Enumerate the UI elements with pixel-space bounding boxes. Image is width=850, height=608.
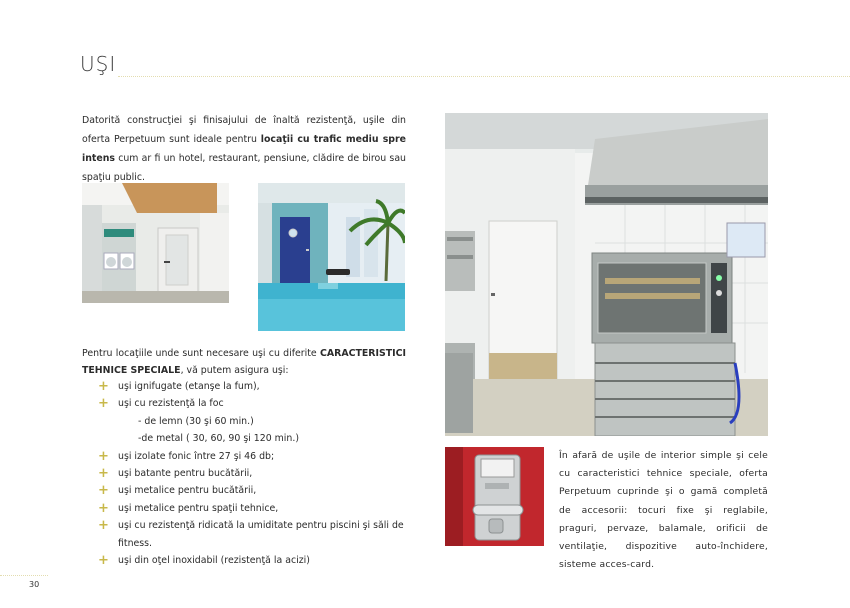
plus-bullet-icon: + (98, 483, 109, 499)
list-item (98, 517, 418, 552)
kitchen-photo (445, 113, 768, 436)
list-item (98, 448, 418, 465)
plus-bullet-icon: + (98, 448, 109, 464)
plus-bullet-icon: + (98, 518, 109, 534)
intro-text-bold: locaţii cu trafic mediu spre intens (82, 134, 406, 164)
list-item (98, 378, 418, 395)
list-item-text: -de metal ( 30, 60, 90 şi 120 min.) (138, 433, 299, 445)
plus-bullet-icon: + (98, 396, 109, 412)
list-item (98, 465, 418, 482)
special-text-end: , vă putem asigura uşi: (180, 365, 289, 376)
list-item (98, 482, 418, 499)
list-item (98, 500, 418, 517)
accessories-paragraph: În afară de uşile de interior simple şi cele cu caracteristici tehnice speciale, oferta Perpetuum cuprinde şi o gamă completă de accesorii: tocuri fixe şi reglabile, praguri, pervaze, balamale, orificii de ventilaţie, dispozitive auto-închidere, sisteme acces-card. (559, 450, 768, 571)
list-item (98, 395, 418, 412)
list-item-text: uşi cu rezistenţă ridicată la umiditate pentru piscini şi săli de fitness. (118, 520, 404, 549)
list-item-text: uşi din oţel inoxidabil (rezistenţă la acizi) (118, 555, 310, 567)
footer-divider (0, 575, 48, 576)
plus-bullet-icon: + (98, 379, 109, 394)
special-paragraph (82, 345, 406, 379)
special-text-start: Pentru locaţiile unde sunt necesare uşi cu diferite (82, 348, 320, 359)
list-subitem (98, 430, 418, 447)
page-number: 30 (29, 580, 40, 589)
list-item-text: uşi izolate fonic între 27 şi 46 db; (118, 450, 275, 462)
intro-text-start: Datorită construcţiei şi finisajului de înaltă rezistenţă, uşile din oferta Perpetuum sunt ideale pentru (82, 115, 406, 145)
door-types-list (98, 378, 418, 569)
door-handle-photo (445, 447, 544, 546)
page-title: UŞI (80, 52, 117, 76)
list-item (98, 552, 418, 569)
list-item-text: uşi cu rezistenţă la foc (118, 398, 224, 410)
title-divider (118, 76, 850, 77)
list-item-text: - de lemn (30 şi 60 min.) (138, 415, 254, 427)
list-item-text: uşi ignifugate (etanşe la fum), (118, 381, 260, 392)
list-item-text: uşi metalice pentru spaţii tehnice, (118, 502, 279, 514)
list-item-text: uşi batante pentru bucătării, (118, 468, 253, 480)
intro-paragraph (82, 111, 406, 187)
plus-bullet-icon: + (98, 466, 109, 482)
pool-door-photo (258, 183, 405, 331)
list-item-text: uşi metalice pentru bucătării, (118, 485, 257, 497)
laundry-door-photo (82, 183, 229, 303)
intro-text-end: cum ar fi un hotel, restaurant, pensiune, clădire de birou sau spaţiu public. (82, 153, 406, 183)
plus-bullet-icon: + (98, 553, 109, 569)
plus-bullet-icon: + (98, 500, 109, 516)
list-subitem (98, 413, 418, 430)
special-text-bold: CARACTERISTICI TEHNICE SPECIALE (82, 348, 406, 376)
